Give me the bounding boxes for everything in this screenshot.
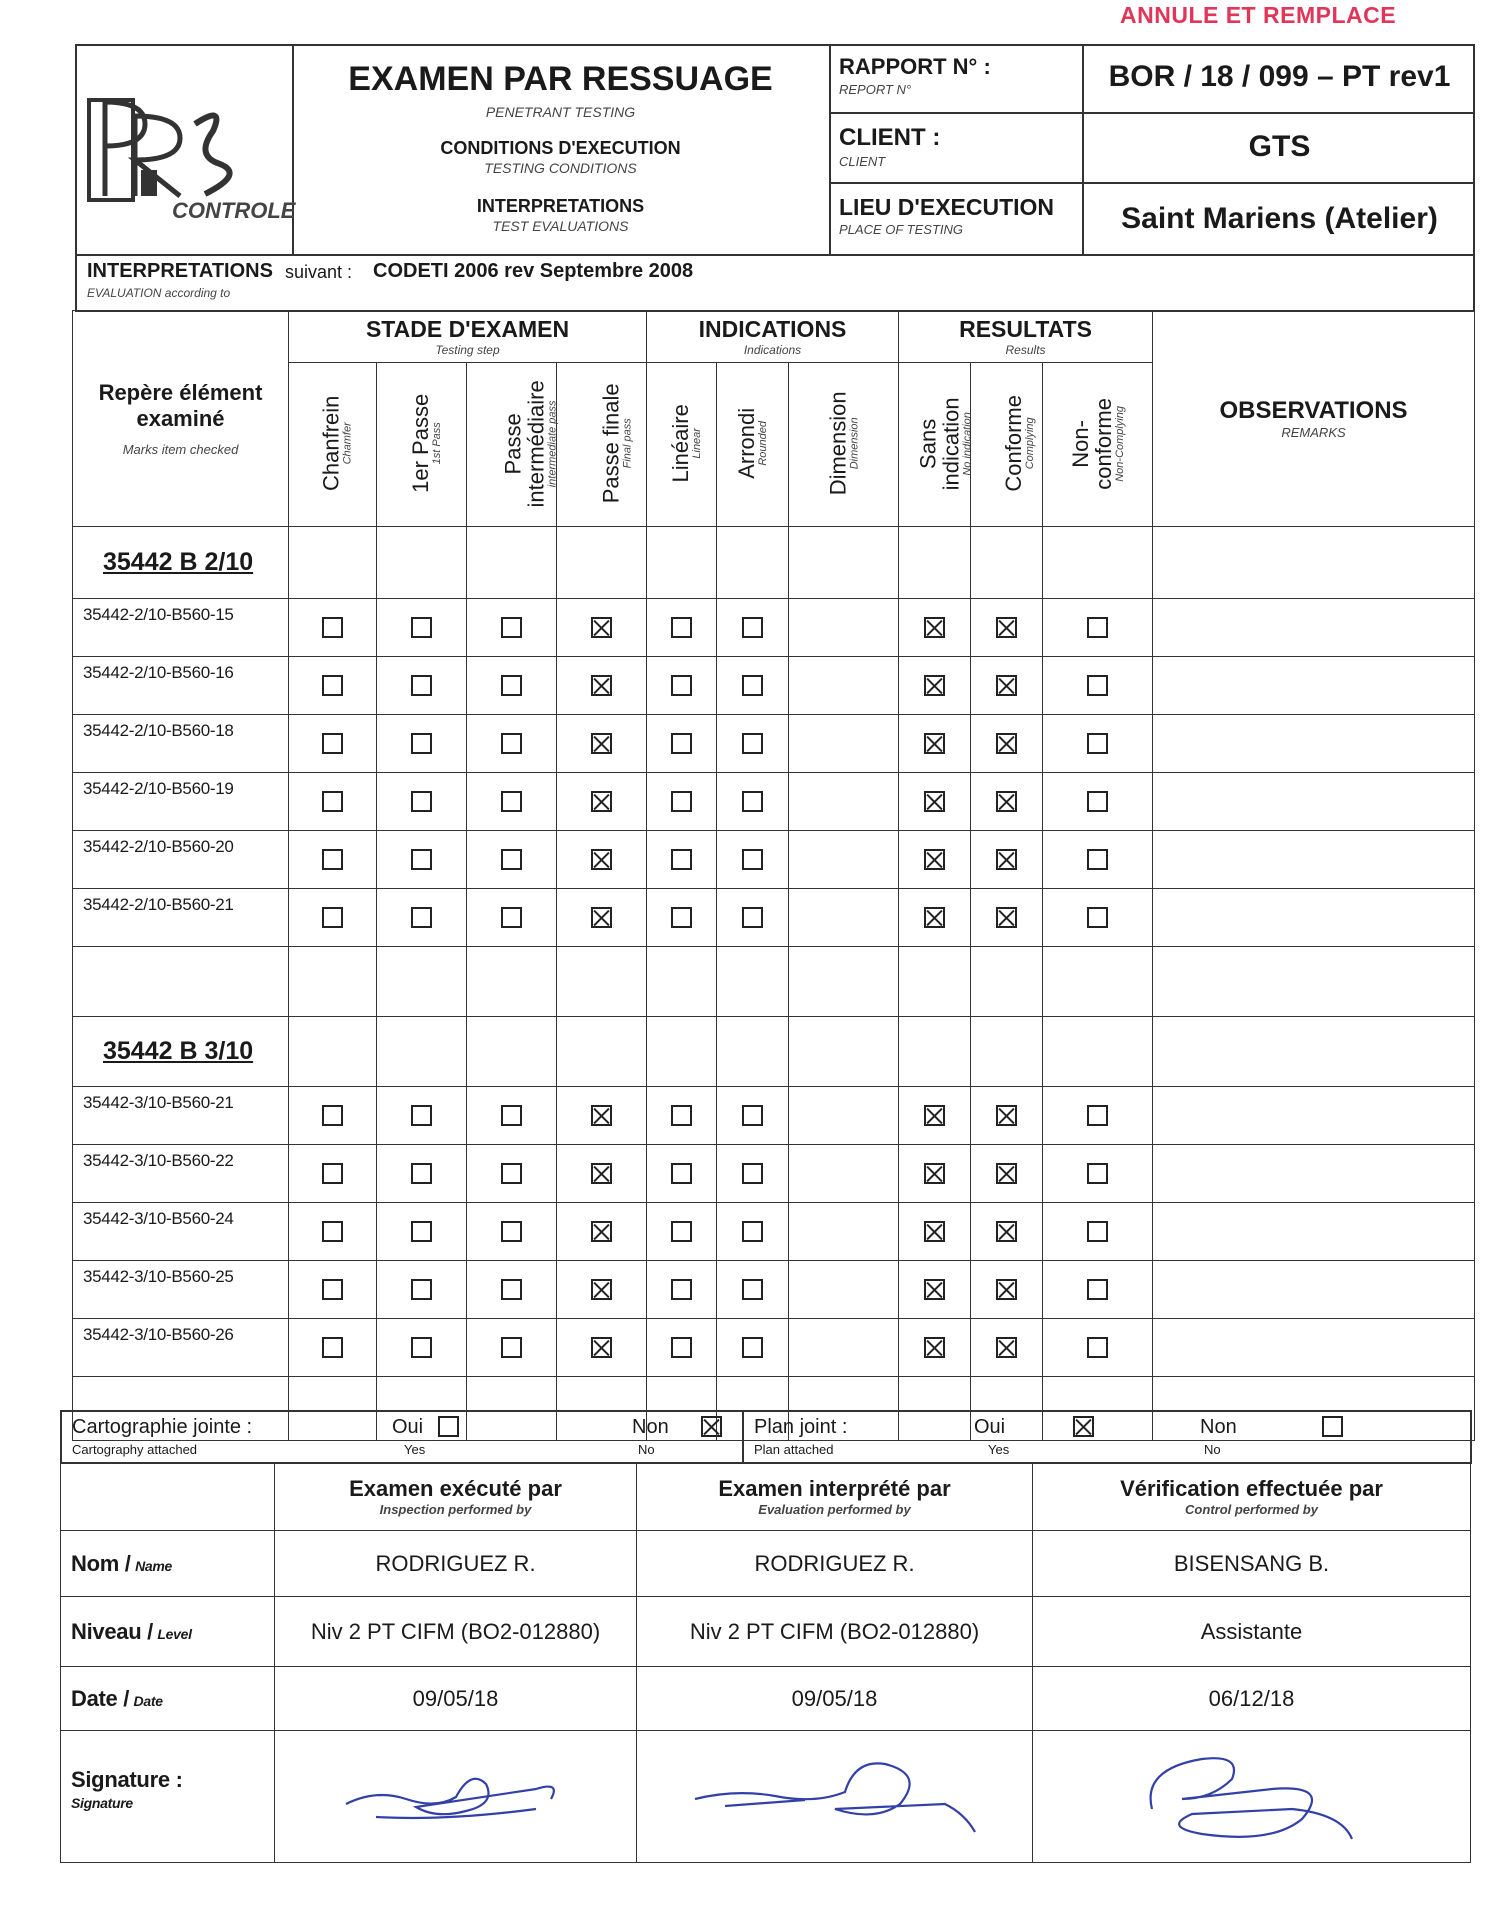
linear-checkbox[interactable] (671, 907, 692, 928)
level-row-label: Niveau / Level (61, 1597, 275, 1667)
intermediate-pass-checkbox[interactable] (501, 675, 522, 696)
signature-interpreted-drawing (685, 1744, 985, 1844)
no-indication-checkbox[interactable] (924, 849, 945, 870)
date-executed: 09/05/18 (275, 1667, 637, 1731)
observation-cell[interactable] (1153, 773, 1475, 831)
signature-verified (1033, 1731, 1471, 1863)
linear-checkbox[interactable] (671, 1105, 692, 1126)
non-complying-checkbox[interactable] (1087, 1105, 1108, 1126)
signoff-table (60, 1462, 1471, 1863)
non-complying-checkbox[interactable] (1087, 675, 1108, 696)
first-pass-checkbox[interactable] (411, 675, 432, 696)
chanfrein-checkbox[interactable] (322, 849, 343, 870)
name-interpreted: RODRIGUEZ R. (637, 1531, 1033, 1597)
group-header-row (73, 1017, 1475, 1087)
plan-non-label: Non (1200, 1416, 1237, 1438)
report-title: EXAMEN PAR RESSUAGE (348, 60, 773, 98)
chanfrein-checkbox[interactable] (322, 1279, 343, 1300)
observations-header: OBSERVATIONS REMARKS (1153, 311, 1475, 527)
date-verified: 06/12/18 (1033, 1667, 1471, 1731)
plan-label: Plan joint : (754, 1416, 848, 1438)
first-pass-checkbox[interactable] (411, 1337, 432, 1358)
plan-non-checkbox[interactable] (1322, 1416, 1343, 1437)
rounded-checkbox[interactable] (742, 675, 763, 696)
item-id: 35442-2/10-B560-15 (73, 599, 289, 657)
signature-interpreted (637, 1731, 1033, 1863)
cartography-no-label: No (638, 1442, 655, 1457)
rounded-checkbox[interactable] (742, 617, 763, 638)
standard-suivant: suivant : (285, 262, 353, 282)
signoff-col-executed: Examen exécuté par Inspection performed by (275, 1463, 637, 1531)
report-number-value: BOR / 18 / 099 – PT rev1 (1108, 60, 1451, 93)
report-number-label: RAPPORT N° : (839, 54, 991, 79)
complying-checkbox[interactable] (996, 1163, 1017, 1184)
non-complying-checkbox[interactable] (1087, 849, 1108, 870)
table-row (73, 1145, 1475, 1203)
non-complying-checkbox[interactable] (1087, 907, 1108, 928)
final-pass-checkbox[interactable] (591, 733, 612, 754)
observation-cell[interactable] (1153, 1145, 1475, 1203)
date-interpreted: 09/05/18 (637, 1667, 1033, 1731)
table-row (73, 599, 1475, 657)
intermediate-pass-checkbox[interactable] (501, 733, 522, 754)
cartography-non-checkbox[interactable] (701, 1416, 722, 1437)
observation-cell[interactable] (1153, 1319, 1475, 1377)
signature-verified-drawing (1122, 1739, 1382, 1849)
linear-checkbox[interactable] (671, 1163, 692, 1184)
rounded-checkbox[interactable] (742, 1221, 763, 1242)
plan-oui-label: Oui (974, 1416, 1006, 1438)
first-pass-checkbox[interactable] (411, 733, 432, 754)
non-complying-checkbox[interactable] (1087, 791, 1108, 812)
group-name: 35442 B 2/10 (73, 527, 289, 599)
rounded-checkbox[interactable] (742, 1105, 763, 1126)
table-row (73, 1319, 1475, 1377)
client-label: CLIENT : (839, 124, 941, 151)
final-pass-checkbox[interactable] (591, 1163, 612, 1184)
final-pass-checkbox[interactable] (591, 1337, 612, 1358)
first-pass-checkbox[interactable] (411, 791, 432, 812)
final-pass-checkbox[interactable] (591, 617, 612, 638)
linear-checkbox[interactable] (671, 733, 692, 754)
item-id: 35442-3/10-B560-22 (73, 1145, 289, 1203)
linear-checkbox[interactable] (671, 849, 692, 870)
complying-checkbox[interactable] (996, 907, 1017, 928)
linear-checkbox[interactable] (671, 1337, 692, 1358)
col-chanfrein: Chanfrein Chamfer (289, 363, 377, 527)
complying-checkbox[interactable] (996, 1221, 1017, 1242)
intermediate-pass-checkbox[interactable] (501, 849, 522, 870)
no-indication-checkbox[interactable] (924, 1105, 945, 1126)
level-interpreted: Niv 2 PT CIFM (BO2-012880) (637, 1597, 1033, 1667)
no-indication-checkbox[interactable] (924, 907, 945, 928)
attachments-row (60, 1410, 1472, 1464)
complying-checkbox[interactable] (996, 733, 1017, 754)
signature-executed-drawing (336, 1749, 576, 1839)
table-row (73, 1203, 1475, 1261)
chanfrein-checkbox[interactable] (322, 907, 343, 928)
table-row (73, 889, 1475, 947)
observation-cell[interactable] (1153, 657, 1475, 715)
item-id: 35442-2/10-B560-18 (73, 715, 289, 773)
name-executed: RODRIGUEZ R. (275, 1531, 637, 1597)
first-pass-checkbox[interactable] (411, 1163, 432, 1184)
no-indication-checkbox[interactable] (924, 675, 945, 696)
chanfrein-checkbox[interactable] (322, 791, 343, 812)
cancel-replace-stamp: ANNULE ET REMPLACE (1120, 2, 1397, 28)
col-intermediate-pass: Passe intermédiaire intermediate pass (467, 363, 557, 527)
observation-cell[interactable] (1153, 1087, 1475, 1145)
intermediate-pass-checkbox[interactable] (501, 1221, 522, 1242)
linear-checkbox[interactable] (671, 1221, 692, 1242)
logo-text: CONTROLE (172, 198, 296, 223)
observation-cell[interactable] (1153, 715, 1475, 773)
complying-checkbox[interactable] (996, 849, 1017, 870)
intermediate-pass-checkbox[interactable] (501, 1337, 522, 1358)
report-title-sub: PENETRANT TESTING (485, 104, 636, 120)
cartography-sub: Cartography attached (72, 1442, 198, 1457)
no-indication-checkbox[interactable] (924, 617, 945, 638)
linear-checkbox[interactable] (671, 1279, 692, 1300)
col-linear: Linéaire Linear (647, 363, 717, 527)
rounded-checkbox[interactable] (742, 1163, 763, 1184)
results-table (72, 310, 1475, 1441)
chanfrein-checkbox[interactable] (322, 1105, 343, 1126)
group-header-row (73, 527, 1475, 599)
chanfrein-checkbox[interactable] (322, 1337, 343, 1358)
indications-header: INDICATIONS Indications (647, 311, 899, 363)
client-label-sub: CLIENT (839, 154, 886, 169)
intermediate-pass-checkbox[interactable] (501, 791, 522, 812)
signoff-col-interpreted: Examen interprété par Evaluation performed by (637, 1463, 1033, 1531)
non-complying-checkbox[interactable] (1087, 1279, 1108, 1300)
name-verified: BISENSANG B. (1033, 1531, 1471, 1597)
first-pass-checkbox[interactable] (411, 907, 432, 928)
no-indication-checkbox[interactable] (924, 1221, 945, 1242)
conditions-title: CONDITIONS D'EXECUTION (440, 138, 681, 158)
table-row (73, 773, 1475, 831)
non-complying-checkbox[interactable] (1087, 617, 1108, 638)
col-no-indication: Sans indication No indication (899, 363, 971, 527)
observation-cell[interactable] (1153, 599, 1475, 657)
signature-row-label: Signature : Signature (61, 1731, 275, 1863)
cartography-label: Cartographie jointe : (72, 1416, 253, 1438)
chanfrein-checkbox[interactable] (322, 1163, 343, 1184)
client-value: GTS (1248, 130, 1311, 163)
intermediate-pass-checkbox[interactable] (501, 1105, 522, 1126)
intermediate-pass-checkbox[interactable] (501, 1163, 522, 1184)
rounded-checkbox[interactable] (742, 791, 763, 812)
observation-cell[interactable] (1153, 889, 1475, 947)
intermediate-pass-checkbox[interactable] (501, 617, 522, 638)
first-pass-checkbox[interactable] (411, 1279, 432, 1300)
complying-checkbox[interactable] (996, 675, 1017, 696)
table-row (73, 1261, 1475, 1319)
standard-row (75, 254, 1475, 312)
first-pass-checkbox[interactable] (411, 617, 432, 638)
item-id: 35442-3/10-B560-21 (73, 1087, 289, 1145)
non-complying-checkbox[interactable] (1087, 733, 1108, 754)
complying-checkbox[interactable] (996, 1279, 1017, 1300)
place-label: LIEU D'EXECUTION (839, 194, 1055, 220)
conditions-sub: TESTING CONDITIONS (484, 160, 637, 176)
item-id: 35442-3/10-B560-26 (73, 1319, 289, 1377)
no-indication-checkbox[interactable] (924, 733, 945, 754)
item-id: 35442-2/10-B560-16 (73, 657, 289, 715)
col-non-complying: Non- conforme Non-Complying (1043, 363, 1153, 527)
cartography-oui-label: Oui (392, 1416, 424, 1438)
linear-checkbox[interactable] (671, 617, 692, 638)
linear-checkbox[interactable] (671, 675, 692, 696)
standard-label: INTERPRETATIONS (87, 260, 273, 282)
col-dimension: Dimension Dimension (789, 363, 899, 527)
final-pass-checkbox[interactable] (591, 849, 612, 870)
rounded-checkbox[interactable] (742, 733, 763, 754)
col-rounded: Arrondi Rounded (717, 363, 789, 527)
group-name: 35442 B 3/10 (73, 1017, 289, 1087)
final-pass-checkbox[interactable] (591, 791, 612, 812)
complying-checkbox[interactable] (996, 1105, 1017, 1126)
non-complying-checkbox[interactable] (1087, 1337, 1108, 1358)
cartography-oui-checkbox[interactable] (438, 1416, 459, 1437)
rounded-checkbox[interactable] (742, 1337, 763, 1358)
intermediate-pass-checkbox[interactable] (501, 1279, 522, 1300)
name-row-label: Nom / Name (61, 1531, 275, 1597)
interpretations-sub: TEST EVALUATIONS (492, 218, 629, 234)
final-pass-checkbox[interactable] (591, 907, 612, 928)
first-pass-checkbox[interactable] (411, 1221, 432, 1242)
item-id: 35442-3/10-B560-24 (73, 1203, 289, 1261)
observation-cell[interactable] (1153, 1261, 1475, 1319)
cartography-yes-label: Yes (404, 1442, 426, 1457)
no-indication-checkbox[interactable] (924, 791, 945, 812)
signoff-col-verified: Vérification effectuée par Control performed by (1033, 1463, 1471, 1531)
final-pass-checkbox[interactable] (591, 1279, 612, 1300)
spacer-row (73, 947, 1475, 1017)
no-indication-checkbox[interactable] (924, 1279, 945, 1300)
col-first-pass: 1er Passe 1st Pass (377, 363, 467, 527)
plan-no-label: No (1204, 1442, 1221, 1457)
first-pass-checkbox[interactable] (411, 849, 432, 870)
final-pass-checkbox[interactable] (591, 675, 612, 696)
standard-sub: EVALUATION according to (87, 286, 231, 300)
no-indication-checkbox[interactable] (924, 1337, 945, 1358)
table-row (73, 657, 1475, 715)
intermediate-pass-checkbox[interactable] (501, 907, 522, 928)
chanfrein-checkbox[interactable] (322, 617, 343, 638)
cartography-non-label: Non (632, 1416, 669, 1438)
first-pass-checkbox[interactable] (411, 1105, 432, 1126)
final-pass-checkbox[interactable] (591, 1105, 612, 1126)
item-id: 35442-3/10-B560-25 (73, 1261, 289, 1319)
date-row-label: Date / Date (61, 1667, 275, 1731)
stage-header: STADE D'EXAMEN Testing step (289, 311, 647, 363)
rounded-checkbox[interactable] (742, 1279, 763, 1300)
table-row (73, 715, 1475, 773)
level-verified: Assistante (1033, 1597, 1471, 1667)
rounded-checkbox[interactable] (742, 907, 763, 928)
no-indication-checkbox[interactable] (924, 1163, 945, 1184)
place-value: Saint Mariens (Atelier) (1121, 202, 1438, 235)
non-complying-checkbox[interactable] (1087, 1221, 1108, 1242)
report-number-label-sub: REPORT N° (839, 82, 912, 97)
interpretations-title: INTERPRETATIONS (476, 196, 645, 216)
results-header: RESULTATS Results (899, 311, 1153, 363)
chanfrein-checkbox[interactable] (322, 733, 343, 754)
rounded-checkbox[interactable] (742, 849, 763, 870)
report-header (75, 44, 1475, 256)
observation-cell[interactable] (1153, 1203, 1475, 1261)
final-pass-checkbox[interactable] (591, 1221, 612, 1242)
chanfrein-checkbox[interactable] (322, 1221, 343, 1242)
col-complying: Conforme Complying (971, 363, 1043, 527)
level-executed: Niv 2 PT CIFM (BO2-012880) (275, 1597, 637, 1667)
standard-value: CODETI 2006 rev Septembre 2008 (373, 260, 694, 282)
col-final-pass: Passe finale Final pass (557, 363, 647, 527)
linear-checkbox[interactable] (671, 791, 692, 812)
item-id: 35442-2/10-B560-20 (73, 831, 289, 889)
item-id: 35442-2/10-B560-21 (73, 889, 289, 947)
non-complying-checkbox[interactable] (1087, 1163, 1108, 1184)
signature-executed (275, 1731, 637, 1863)
plan-yes-label: Yes (988, 1442, 1010, 1457)
complying-checkbox[interactable] (996, 617, 1017, 638)
item-column-header: Repère élément examiné Marks item checked (73, 311, 289, 527)
table-row (73, 831, 1475, 889)
chanfrein-checkbox[interactable] (322, 675, 343, 696)
complying-checkbox[interactable] (996, 791, 1017, 812)
item-id: 35442-2/10-B560-19 (73, 773, 289, 831)
plan-oui-checkbox[interactable] (1073, 1416, 1094, 1437)
place-label-sub: PLACE OF TESTING (839, 222, 964, 237)
observation-cell[interactable] (1153, 831, 1475, 889)
complying-checkbox[interactable] (996, 1337, 1017, 1358)
plan-sub: Plan attached (754, 1442, 834, 1457)
table-row (73, 1087, 1475, 1145)
